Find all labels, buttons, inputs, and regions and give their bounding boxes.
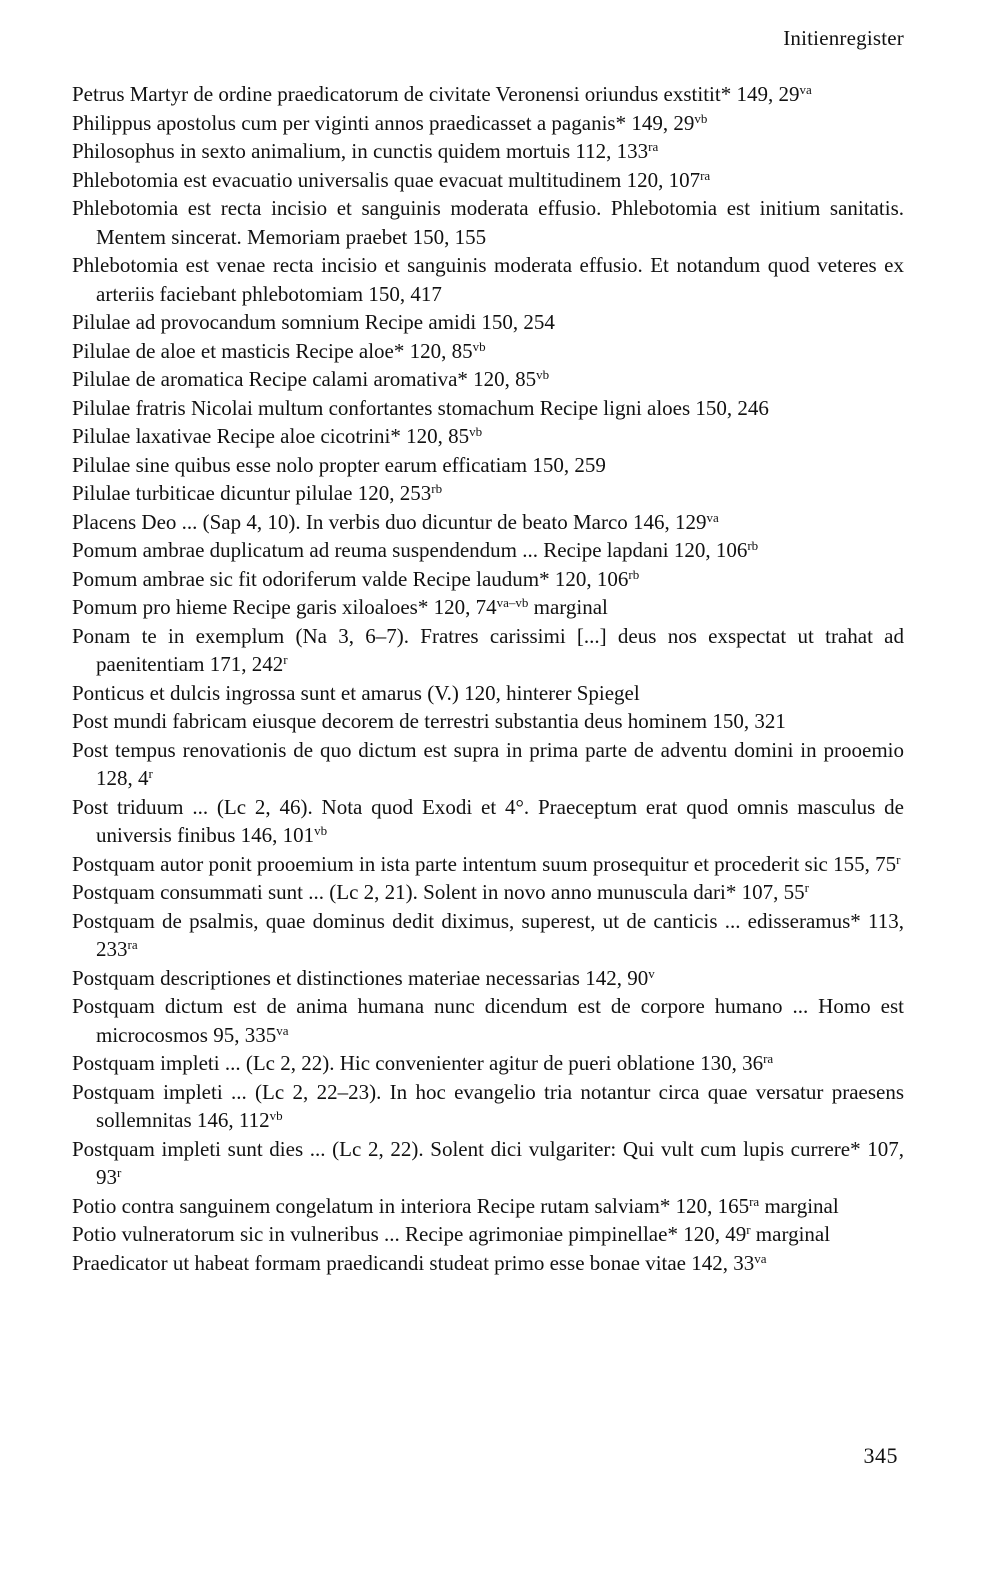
entry-note: marginal bbox=[759, 1193, 839, 1218]
folio-superscript: rb bbox=[431, 481, 443, 496]
register-entry bbox=[72, 622, 904, 679]
register-entry bbox=[72, 337, 904, 366]
entry-text: Phlebotomia est venae recta incisio et sanguinis moderata effusio. Et notandum quod veteres ex arteriis faciebant phlebotomiam 150, 417 bbox=[72, 253, 904, 306]
register-entry bbox=[72, 878, 904, 907]
folio-superscript: va bbox=[706, 509, 719, 525]
entry-text: Postquam descriptiones et distinctiones materiae necessarias 142, 90 bbox=[72, 965, 649, 990]
entry-text: Philosophus in sexto animalium, in cunctis quidem mortuis 112, 133 bbox=[72, 139, 649, 163]
register-entry bbox=[72, 166, 904, 195]
entry-text: Pomum pro hieme Recipe garis xiloaloes* 120, 74 bbox=[72, 595, 497, 619]
entry-text: Ponticus et dulcis ingrossa sunt et amarus (V.) 120, hinterer Spiegel bbox=[72, 680, 640, 705]
folio-superscript: vb bbox=[469, 424, 483, 439]
register-entry bbox=[72, 365, 904, 394]
folio-superscript: rb bbox=[628, 566, 640, 582]
entry-text: Postquam impleti ... (Lc 2, 22). Hic convenienter agitur de pueri oblatione 130, 36 bbox=[72, 1051, 764, 1075]
register-entry bbox=[72, 707, 904, 736]
register-entry bbox=[72, 536, 904, 565]
register-entry bbox=[72, 793, 904, 850]
entry-text: Postquam dictum est de anima humana nunc dicendum est de corpore humano ... Homo est microcosmos 95, 335 bbox=[72, 994, 904, 1047]
folio-superscript: r bbox=[804, 880, 809, 895]
entry-note: marginal bbox=[528, 595, 608, 619]
folio-superscript: vb bbox=[269, 1108, 283, 1123]
folio-superscript: r bbox=[283, 652, 288, 667]
folio-superscript: vb bbox=[314, 823, 328, 838]
entry-text: Potio contra sanguinem congelatum in interiora Recipe rutam salviam* 120, 165 bbox=[72, 1193, 750, 1218]
folio-superscript: r bbox=[148, 766, 153, 781]
register-entry bbox=[72, 1220, 904, 1249]
entry-text: Pilulae sine quibus esse nolo propter earum efficatiam 150, 259 bbox=[72, 452, 606, 477]
folio-superscript: va bbox=[799, 82, 812, 97]
entry-text: Pilulae de aromatica Recipe calami aromativa* 120, 85 bbox=[72, 367, 537, 391]
entry-text: Phlebotomia est recta incisio et sanguinis moderata effusio. Phlebotomia est initium sanitatis. Mentem sincerat. Memoriam praebet 150, 155 bbox=[72, 196, 904, 249]
entry-text: Pilulae de aloe et masticis Recipe aloe* 120, 85 bbox=[72, 338, 473, 363]
entry-text: Pomum ambrae duplicatum ad reuma suspendendum ... Recipe lapdani 120, 106 bbox=[72, 538, 748, 562]
entry-text: Pomum ambrae sic fit odoriferum valde Recipe laudum* 120, 106 bbox=[72, 566, 629, 591]
entry-text: Pilulae fratris Nicolai multum confortantes stomachum Recipe ligni aloes 150, 246 bbox=[72, 395, 769, 420]
entry-text: Philippus apostolus cum per viginti annos praedicasset a paganis* 149, 29 bbox=[72, 110, 695, 135]
folio-superscript: ra bbox=[763, 1051, 774, 1066]
register-entry bbox=[72, 109, 904, 138]
folio-superscript: vb bbox=[472, 338, 486, 354]
entry-text: Pilulae ad provocandum somnium Recipe amidi 150, 254 bbox=[72, 310, 555, 334]
folio-superscript: r bbox=[896, 851, 901, 867]
folio-superscript: va bbox=[276, 1022, 289, 1038]
entry-note: marginal bbox=[750, 1222, 831, 1246]
folio-superscript: r bbox=[117, 1165, 122, 1180]
register-entry bbox=[72, 1249, 904, 1278]
folio-superscript: vb bbox=[694, 110, 708, 126]
register-entry bbox=[72, 194, 904, 251]
register-entry bbox=[72, 137, 904, 166]
register-entry bbox=[72, 1049, 904, 1078]
folio-superscript: ra bbox=[127, 937, 138, 952]
entry-text: Postquam autor ponit prooemium in ista parte intentum suum prosequitur et procederit sic 155, 75 bbox=[72, 851, 897, 876]
register-entry bbox=[72, 479, 904, 508]
register-entry bbox=[72, 907, 904, 964]
entry-text: Ponam te in exemplum (Na 3, 6–7). Fratres carissimi [...] deus nos exspectat ut trahat ad paenitentiam 171, 242 bbox=[72, 623, 904, 676]
folio-superscript: rb bbox=[747, 538, 759, 553]
register-entry bbox=[72, 308, 904, 337]
register-entry bbox=[72, 992, 904, 1049]
folio-superscript: va bbox=[754, 1250, 767, 1266]
register-entry bbox=[72, 850, 904, 879]
register-entry bbox=[72, 422, 904, 451]
register-entry bbox=[72, 736, 904, 793]
register-entry bbox=[72, 679, 904, 708]
register-entry bbox=[72, 80, 904, 109]
running-header: Initienregister bbox=[783, 26, 904, 50]
register-entry bbox=[72, 251, 904, 308]
entry-text: Praedicator ut habeat formam praedicandi studeat primo esse bonae vitae 142, 33 bbox=[72, 1250, 755, 1275]
entry-text: Post triduum ... (Lc 2, 46). Nota quod Exodi et 4°. Praeceptum erat quod omnis masculus de universis finibus 146, 101 bbox=[72, 794, 904, 847]
entry-text: Petrus Martyr de ordine praedicatorum de civitate Veronensi oriundus exstitit* 149, 29 bbox=[72, 82, 800, 106]
entry-text: Post tempus renovationis de quo dictum est supra in prima parte de adventu domini in prooemio 128, 4 bbox=[72, 737, 904, 790]
folio-superscript: ra bbox=[749, 1193, 760, 1209]
entry-text: Postquam de psalmis, quae dominus dedit diximus, superest, ut de canticis ... edisseramus* 113, 233 bbox=[72, 908, 904, 961]
entry-text: Postquam impleti sunt dies ... (Lc 2, 22). Solent dici vulgariter: Qui vult cum lupis currere* 107, 93 bbox=[72, 1136, 904, 1189]
register-entries bbox=[72, 80, 904, 1277]
register-entry bbox=[72, 964, 904, 993]
register-entry bbox=[72, 565, 904, 594]
register-entry bbox=[72, 593, 904, 622]
entry-text: Post mundi fabricam eiusque decorem de terrestri substantia deus hominem 150, 321 bbox=[72, 709, 786, 733]
register-entry bbox=[72, 508, 904, 537]
entry-text: Pilulae laxativae Recipe aloe cicotrini* 120, 85 bbox=[72, 424, 470, 448]
folio-superscript: v bbox=[648, 965, 655, 981]
entry-text: Postquam impleti ... (Lc 2, 22–23). In hoc evangelio tria notantur circa quae versatur praesens sollemnitas 146, 112 bbox=[72, 1079, 904, 1132]
folio-superscript: va–vb bbox=[496, 595, 529, 610]
folio-superscript: r bbox=[746, 1222, 751, 1237]
entry-text: Pilulae turbiticae dicuntur pilulae 120, 253 bbox=[72, 481, 432, 505]
folio-superscript: ra bbox=[700, 167, 711, 183]
folio-superscript: vb bbox=[536, 367, 550, 382]
register-entry bbox=[72, 1135, 904, 1192]
entry-text: Phlebotomia est evacuatio universalis quae evacuat multitudinem 120, 107 bbox=[72, 167, 701, 192]
register-entry bbox=[72, 451, 904, 480]
register-entry bbox=[72, 1078, 904, 1135]
register-entry bbox=[72, 394, 904, 423]
page-number: 345 bbox=[863, 1443, 898, 1468]
entry-text: Potio vulneratorum sic in vulneribus ... Recipe agrimoniae pimpinellae* 120, 49 bbox=[72, 1222, 747, 1246]
register-entry bbox=[72, 1192, 904, 1221]
entry-text: Postquam consummati sunt ... (Lc 2, 21). Solent in novo anno munuscula dari* 107, 55 bbox=[72, 880, 805, 904]
folio-superscript: ra bbox=[648, 139, 659, 154]
entry-text: Placens Deo ... (Sap 4, 10). In verbis duo dicuntur de beato Marco 146, 129 bbox=[72, 509, 707, 534]
